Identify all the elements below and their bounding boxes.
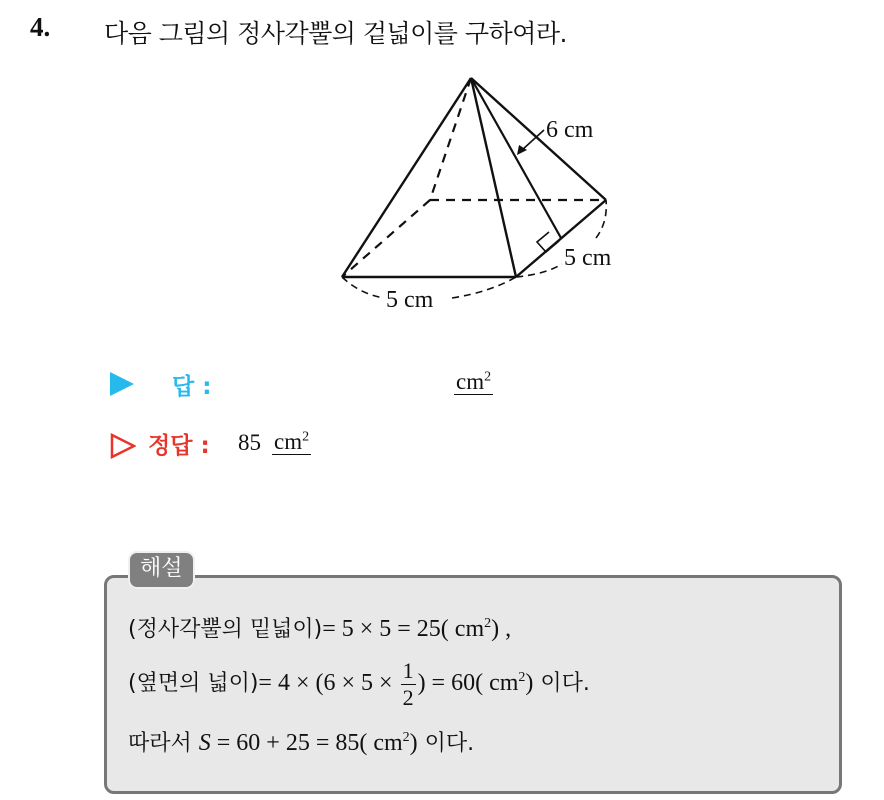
slant-length-label: 6 cm bbox=[546, 117, 594, 143]
correct-answer-row bbox=[110, 424, 530, 464]
play-triangle-icon bbox=[110, 372, 134, 396]
correct-answer-unit bbox=[272, 430, 311, 455]
side-length-label-bottom: 5 cm bbox=[386, 287, 434, 313]
side-length-label-right: 5 cm bbox=[564, 245, 612, 271]
bottom-dimension-arc-right bbox=[452, 277, 516, 298]
solution-variable-s: S bbox=[198, 730, 211, 756]
answer-unit[interactable] bbox=[454, 370, 493, 395]
one-half-fraction bbox=[401, 660, 416, 709]
solution-line-3-tail: ) bbox=[409, 730, 418, 756]
correct-answer-label: 정답 : bbox=[148, 433, 210, 459]
solution-line-2-text: (옆면의 넓이) bbox=[128, 671, 259, 697]
solution-line-2-math: = 4 × (6 × 5 × bbox=[258, 670, 399, 697]
solution-tab: 해설 bbox=[128, 551, 195, 589]
solution-line-1-exp: 2 bbox=[484, 616, 492, 631]
solution-line-3-math: = 60 + 25 = 85( cm bbox=[210, 730, 403, 756]
answer-label: 답 : bbox=[172, 374, 212, 400]
solution-line-1-text: (정사각뿔의 밑넓이) bbox=[128, 617, 323, 642]
bottom-dimension-arc bbox=[342, 277, 384, 298]
solution-line-1-tail: ) , bbox=[491, 616, 512, 642]
solution-line-2-ko-tail: 이다. bbox=[533, 671, 590, 697]
correct-unit-exponent: 2 bbox=[302, 429, 310, 445]
pyramid-figure bbox=[320, 70, 640, 320]
question-text: 다음 그림의 정사각뿔의 겉넓이를 구하여라. bbox=[104, 19, 567, 48]
slant-height-line bbox=[471, 78, 561, 238]
solution-line-1 bbox=[128, 612, 511, 643]
answer-unit-text: cm bbox=[456, 369, 485, 394]
hidden-edge-apex bbox=[430, 78, 471, 200]
hidden-edge-left bbox=[342, 200, 430, 277]
solution-line-3-exp: 2 bbox=[402, 730, 410, 745]
solution-line-3 bbox=[128, 726, 474, 757]
correct-answer-value: 85 bbox=[238, 430, 261, 455]
problem-number: 4. bbox=[30, 12, 51, 42]
solution-line-1-math: = 5 × 5 = 25( cm bbox=[322, 616, 485, 642]
solution-line-2-math-2: ) = 60( cm bbox=[417, 670, 519, 697]
edge-apex-left bbox=[342, 78, 471, 277]
edge-apex-front bbox=[471, 78, 516, 277]
solution-line-2-tail: ) bbox=[525, 670, 534, 697]
fraction-numerator: 1 bbox=[402, 658, 414, 683]
solution-line-3-text: 따라서 bbox=[128, 731, 199, 756]
correct-unit-text: cm bbox=[274, 429, 303, 454]
hollow-triangle-icon bbox=[110, 433, 136, 459]
solution-line-2-exp: 2 bbox=[518, 670, 526, 686]
solution-line-3-ko-tail: 이다. bbox=[417, 731, 475, 756]
answer-row bbox=[110, 364, 530, 404]
pyramid-diagram bbox=[320, 70, 640, 320]
answer-unit-exponent: 2 bbox=[484, 369, 492, 385]
solution-line-2 bbox=[128, 660, 590, 709]
fraction-denominator: 2 bbox=[402, 685, 414, 710]
